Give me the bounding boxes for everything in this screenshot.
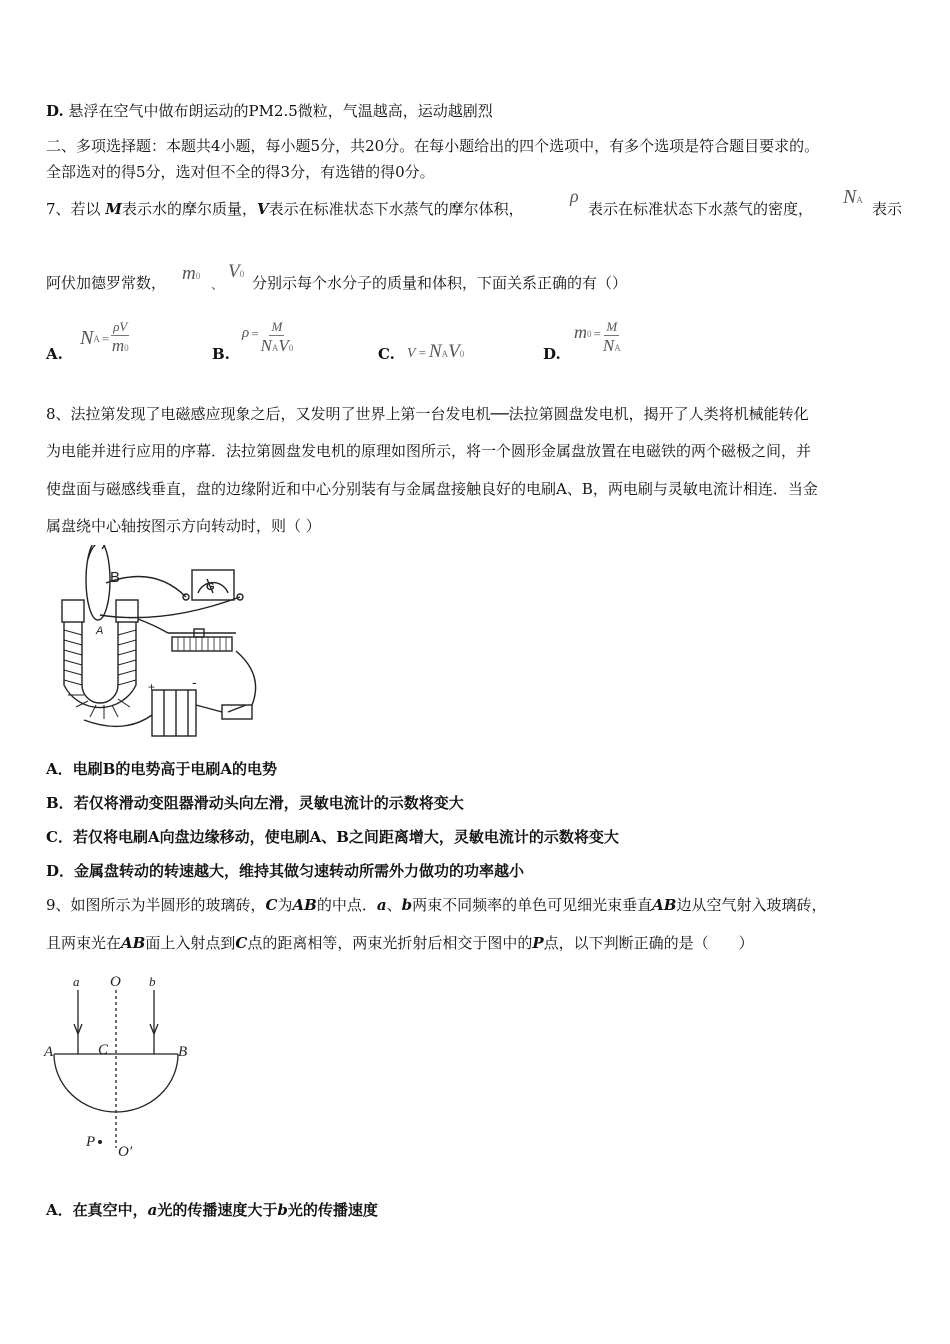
symbol-m: m <box>182 263 196 284</box>
q9-text: 的中点． <box>316 896 377 914</box>
formula-lhs: V <box>407 346 416 361</box>
q7-option-c-formula <box>407 341 464 363</box>
formula-denominator <box>261 336 294 357</box>
symbol-b: b <box>401 896 413 914</box>
q8-option-c <box>46 827 619 847</box>
label-G: G <box>206 581 215 593</box>
symbol-NA <box>843 186 863 209</box>
formula-eq: = <box>251 325 259 341</box>
q9-text: 点，以下判断正确的是（ ） <box>543 934 754 952</box>
q9-text: 点的距离相等，两束光折射后相交于图中的 <box>247 934 533 952</box>
symbol-m0 <box>182 263 200 285</box>
option-label: A． <box>46 1201 73 1219</box>
q7-option-c-label: C. <box>378 345 395 363</box>
formula-fraction <box>111 320 129 357</box>
point-p <box>98 1140 102 1144</box>
option-label: C． <box>46 828 73 846</box>
formula-denominator <box>112 336 129 357</box>
magnet-pole-right <box>116 600 138 622</box>
formula-rhs: V <box>448 341 460 362</box>
label-O: O <box>110 974 121 990</box>
q7-option-a-label: A. <box>46 345 63 363</box>
formula-numerator: ρV <box>113 319 128 334</box>
option-text: 光的传播速度 <box>287 1201 378 1219</box>
q8-line4: 属盘绕中心轴按图示方向转动时，则（ ） <box>46 517 321 535</box>
formula-eq: = <box>593 325 601 341</box>
symbol-C: C <box>235 934 248 952</box>
formula-sub: A <box>441 349 449 359</box>
q9-text: 9、如图所示为半圆形的玻璃砖， <box>46 896 266 914</box>
q8-option-d <box>46 861 524 881</box>
section2-line1: 二、多项选择题：本题共4小题，每小题5分，共20分。在每小题给出的四个选项中，有多个选项是符合题目要求的。 <box>46 137 820 155</box>
formula-sub: A <box>271 343 279 353</box>
formula-eq: = <box>418 345 426 360</box>
q6-option-d-label: D. <box>46 102 64 120</box>
wire-battery-switch <box>196 705 222 712</box>
formula-sub: 0 <box>288 343 294 353</box>
q7-option-a-formula <box>80 320 129 357</box>
symbol-P: P <box>532 934 544 952</box>
switch <box>222 705 252 719</box>
label-b: b <box>149 974 156 989</box>
q9-text: 、 <box>386 896 402 914</box>
symbol-sub-A: A <box>856 195 863 205</box>
q7-text: 表示在标准状态下水蒸气的摩尔体积， <box>268 200 524 218</box>
option-text: 金属盘转动的转速越大，维持其做匀速转动所需外力做功的功率越小 <box>74 862 525 880</box>
symbol-M: M <box>105 200 122 218</box>
wire-coil <box>138 619 168 633</box>
option-text: 电刷B的电势高于电刷A的电势 <box>72 760 277 778</box>
symbol-b: b <box>277 1201 288 1219</box>
q9-line2 <box>46 933 754 953</box>
label-a: a <box>73 974 80 989</box>
separator: 、 <box>211 278 225 293</box>
symbol-V: V <box>228 261 240 282</box>
q9-text: 边从空气射入玻璃砖， <box>676 896 827 914</box>
q8-option-a <box>46 759 277 779</box>
formula-sub: 0 <box>587 328 592 339</box>
formula-den-symbol: N <box>602 336 615 355</box>
formula-numerator: M <box>271 319 283 334</box>
option-text: 若仅将电刷A向盘边缘移动，使电刷A、B之间距离增大，灵敏电流计的示数将变大 <box>72 828 619 846</box>
symbol-AB: AB <box>121 934 146 952</box>
q6-option-d-text: 悬浮在空气中做布朗运动的PM2.5微粒，气温越高，运动越剧烈 <box>68 102 493 120</box>
q7-text: 若以 <box>70 200 101 218</box>
formula-denominator <box>603 336 621 357</box>
symbol-C: C <box>265 896 278 914</box>
q7-option-b-label: B. <box>212 345 230 363</box>
symbol-V: V <box>256 200 269 218</box>
q8-line3: 使盘面与磁感线垂直，盘的边缘附近和中心分别装有与金属盘接触良好的电刷A、B，两电刷与灵敏电流计相连．当金 <box>46 480 818 498</box>
glass-brick-figure <box>40 970 200 1165</box>
section2-line2: 全部选对的得5分，选对但不全的得3分，有选错的得0分。 <box>46 163 435 181</box>
coil-windings <box>64 630 136 719</box>
q7-line1 <box>46 199 524 219</box>
q7-option-d-formula <box>574 320 621 357</box>
label-B: B <box>110 569 121 586</box>
symbol-N: N <box>843 186 857 208</box>
q9-line1 <box>46 895 826 915</box>
formula-rhs: N <box>428 341 442 362</box>
option-label: A． <box>46 760 73 778</box>
option-text: 在真空中， <box>72 1201 148 1219</box>
label-B: B <box>178 1044 188 1060</box>
q7-option-b-formula <box>242 320 293 357</box>
formula-sub: 0 <box>459 349 465 359</box>
q7-line2a: 阿伏加德罗常数， <box>46 274 167 292</box>
q9-option-a <box>46 1200 378 1220</box>
faraday-disk-figure <box>44 545 266 745</box>
formula-lhs: ρ <box>242 325 250 341</box>
option-text: 若仅将滑动变阻器滑动头向左滑，灵敏电流计的示数将变大 <box>73 794 464 812</box>
q9-text: 面上入射点到 <box>145 934 236 952</box>
battery <box>152 690 196 736</box>
symbol-AB: AB <box>652 896 677 914</box>
formula-fraction <box>261 320 294 357</box>
symbol-sub-0: 0 <box>239 269 245 279</box>
label-C: C <box>98 1042 109 1058</box>
formula-lhs: m <box>574 322 587 342</box>
formula-den-symbol: N <box>260 336 272 355</box>
formula-sub: A <box>614 343 621 353</box>
formula-den-symbol: m <box>111 336 125 355</box>
formula-eq: = <box>101 330 110 346</box>
q7-line1b: 表示在标准状态下水蒸气的密度， <box>588 200 814 218</box>
formula-sub: 0 <box>124 343 129 353</box>
q9-text: 两束不同频率的单色可见细光束垂直 <box>412 896 653 914</box>
q9-text: 为 <box>277 896 293 914</box>
formula-fraction <box>603 320 621 357</box>
symbol-rho: ρ <box>570 186 579 206</box>
formula-sub: A <box>93 333 100 344</box>
q8-line1: 8、法拉第发现了电磁感应现象之后，又发明了世界上第一台发电机──法拉第圆盘发电机，揭开了人类将机械能转化 <box>46 405 809 423</box>
label-A: A <box>44 1044 54 1060</box>
symbol-AB: AB <box>292 896 317 914</box>
q7-text: 表示水的摩尔质量， <box>121 200 257 218</box>
label-O-prime: O′ <box>118 1144 133 1160</box>
option-label: D． <box>46 862 75 880</box>
symbol-a: a <box>376 896 387 914</box>
option-text: 光的传播速度大于 <box>157 1201 278 1219</box>
label-A: A <box>96 625 104 637</box>
q7-number: 7、 <box>46 200 71 218</box>
label-plus: + <box>148 680 156 694</box>
symbol-a: a <box>147 1201 158 1219</box>
q9-text: 且两束光在 <box>46 934 122 952</box>
q8-line2: 为电能并进行应用的序幕．法拉第圆盘发电机的原理如图所示，将一个圆形金属盘放置在电磁铁的两个磁极之间，并 <box>46 442 812 460</box>
label-minus: - <box>192 674 197 690</box>
formula-lhs: N <box>80 327 94 349</box>
magnet-pole-left <box>62 600 84 622</box>
symbol-sub-0: 0 <box>195 271 201 281</box>
q8-option-b <box>46 793 464 813</box>
formula-numerator: M <box>606 319 618 334</box>
symbol-V0 <box>228 261 244 283</box>
q7-line1c: 表示 <box>872 200 903 218</box>
q7-option-d-label: D. <box>543 345 561 363</box>
formula-den-symbol: V <box>278 336 289 355</box>
wire-rheostat-switch <box>236 651 256 705</box>
q6-option-d <box>46 101 493 121</box>
label-P: P <box>86 1134 96 1150</box>
switch-lever <box>228 705 246 712</box>
q7-line2b: 分别示每个水分子的质量和体积，下面关系正确的有（） <box>252 274 628 292</box>
option-label: B． <box>46 794 74 812</box>
